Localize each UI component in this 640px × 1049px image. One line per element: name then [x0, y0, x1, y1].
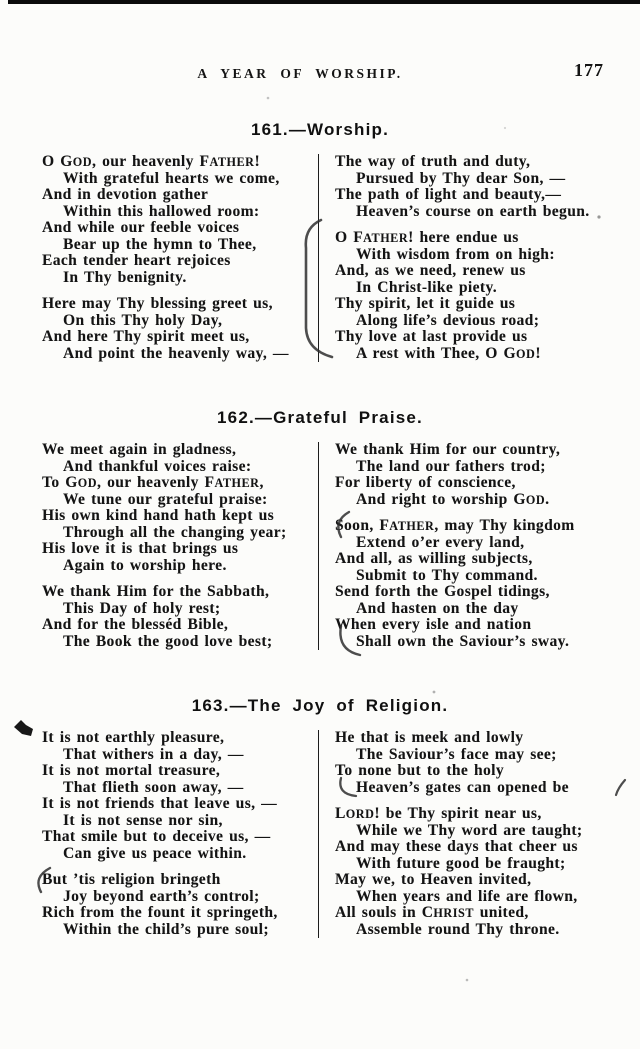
- hymn-title: 163.—The Joy of Religion.: [191, 696, 449, 715]
- hymn-line: The way of truth and duty,: [335, 153, 531, 170]
- stanza: [335, 154, 640, 220]
- hymn-line: Here may Thy blessing greet us,: [42, 295, 273, 312]
- running-header-title: A YEAR OF WORSHIP.: [197, 66, 403, 81]
- hymn-line: And point the heavenly way, —: [63, 344, 289, 362]
- hymn-line: Rich from the fount it springeth,: [42, 904, 278, 921]
- hymn-line: Within this hallowed room:: [63, 202, 260, 220]
- hymn-line: His own kind hand hath kept us: [42, 507, 275, 524]
- hymn-column-right: [319, 154, 640, 362]
- hymn-line: And in devotion gather: [42, 186, 209, 203]
- hymn-line: Extend o’er every land,: [356, 533, 525, 551]
- hymn-line: Each tender heart rejoices: [42, 252, 231, 269]
- hymn-line: The path of light and beauty,—: [335, 186, 562, 203]
- hymn-line: Shall own the Saviour’s sway.: [356, 632, 570, 650]
- hymn-line: And while our feeble voices: [42, 219, 240, 236]
- hymn-line: That smile but to deceive us, —: [42, 828, 271, 845]
- stanza: [42, 154, 318, 286]
- hymn-line: Submit to Thy command.: [356, 566, 538, 584]
- hymn-body: [0, 442, 640, 650]
- hymn-line: And right to worship GOD.: [356, 490, 550, 508]
- hymn-line: Assemble round Thy throne.: [356, 920, 560, 938]
- hymn-line: And, as we need, renew us: [335, 262, 526, 279]
- stanza: [42, 730, 318, 862]
- stanza: [42, 296, 318, 362]
- hymn-line: But ’tis religion bringeth: [42, 871, 221, 888]
- stanza: [42, 442, 318, 574]
- hymn-line: His love it is that brings us: [42, 540, 239, 557]
- hymn-line: When years and life are flown,: [356, 887, 578, 905]
- hymn-line: Heaven’s gates can opened be: [356, 778, 569, 796]
- running-header: [0, 0, 640, 90]
- stanza: [335, 806, 640, 938]
- hymn-line: To GOD, our heavenly FATHER,: [42, 474, 264, 491]
- hymn-line: And here Thy spirit meet us,: [42, 328, 250, 345]
- hymn-line: O GOD, our heavenly FATHER!: [42, 153, 261, 170]
- hymn-line: Again to worship here.: [63, 556, 227, 574]
- hymn-line: Within the child’s pure soul;: [63, 920, 269, 938]
- hymn-column-left: [0, 154, 318, 362]
- hymn-line: Soon, FATHER, may Thy kingdom: [335, 517, 575, 534]
- hymn-line: In Christ-like piety.: [356, 278, 498, 296]
- hymn-line: That withers in a day, —: [63, 745, 244, 763]
- hymn-line: On this Thy holy Day,: [63, 311, 223, 329]
- stanza: [335, 442, 640, 508]
- hymn-line: We thank Him for our country,: [335, 441, 561, 458]
- hymn-line: With wisdom from on high:: [356, 245, 555, 263]
- hymn-line: The Book the good love best;: [63, 632, 273, 650]
- hymn-line: To none but to the holy: [335, 762, 505, 779]
- hymn-title: 161.—Worship.: [250, 120, 390, 139]
- hymn-line: It is not mortal treasure,: [42, 762, 221, 779]
- hymn-line: Can give us peace within.: [63, 844, 247, 862]
- hymn-column-left: [0, 442, 318, 650]
- hymn-line: The land our fathers trod;: [356, 457, 546, 475]
- hymn-line: Pursued by Thy dear Son, —: [356, 169, 566, 187]
- page-number: 177: [574, 60, 604, 80]
- hymn-161: [0, 120, 640, 362]
- hymn-body: [0, 154, 640, 362]
- hymn-line: May we, to Heaven invited,: [335, 871, 532, 888]
- hymn-line: And hasten on the day: [356, 599, 519, 617]
- hymn-line: Send forth the Gospel tidings,: [335, 583, 550, 600]
- hymn-line: With future good be fraught;: [356, 854, 566, 872]
- hymn-line: Along life’s devious road;: [356, 311, 540, 329]
- hymn-title: 162.—Grateful Praise.: [217, 408, 423, 427]
- hymn-line: We meet again in gladness,: [42, 441, 237, 458]
- hymn-line: Thy spirit, let it guide us: [335, 295, 516, 312]
- hymn-line: A rest with Thee, O GOD!: [356, 344, 541, 362]
- hymn-line: We thank Him for the Sabbath,: [42, 583, 270, 600]
- hymn-line: Bear up the hymn to Thee,: [63, 235, 257, 253]
- hymn-line: O FATHER! here endue us: [335, 229, 519, 246]
- hymn-line: That flieth soon away, —: [63, 778, 244, 796]
- hymn-line: He that is meek and lowly: [335, 729, 524, 746]
- hymn-line: While we Thy word are taught;: [356, 821, 583, 839]
- hymn-line: Thy love at last provide us: [335, 328, 528, 345]
- hymn-line: And may these days that cheer us: [335, 838, 578, 855]
- stanza: [335, 230, 640, 362]
- hymn-line: The Saviour’s face may see;: [356, 745, 557, 763]
- hymn-body: [0, 730, 640, 938]
- hymns-container: [0, 120, 640, 938]
- scan-speck: [267, 97, 270, 100]
- hymn-column-left: [0, 730, 318, 938]
- hymn-line: Heaven’s course on earth begun.: [356, 202, 590, 220]
- hymn-line: Through all the changing year;: [63, 523, 287, 541]
- hymn-line: LORD! be Thy spirit near us,: [335, 805, 542, 822]
- hymn-line: It is not friends that leave us, —: [42, 795, 278, 812]
- hymn-163: [0, 696, 640, 938]
- hymn-line: And all, as willing subjects,: [335, 550, 533, 567]
- hymn-column-right: [319, 730, 640, 938]
- hymn-line: With grateful hearts we come,: [63, 169, 280, 187]
- hymn-line: This Day of holy rest;: [63, 599, 221, 617]
- stanza: [42, 584, 318, 650]
- hymn-column-right: [319, 442, 640, 650]
- stanza: [335, 518, 640, 650]
- hymn-line: In Thy benignity.: [63, 268, 187, 286]
- hymn-line: And thankful voices raise:: [63, 457, 252, 475]
- hymn-line: We tune our grateful praise:: [63, 490, 268, 508]
- hymn-line: It is not earthly pleasure,: [42, 729, 225, 746]
- hymn-line: When every isle and nation: [335, 616, 532, 633]
- scan-speck: [466, 979, 469, 982]
- hymn-162: [0, 408, 640, 650]
- stanza: [42, 872, 318, 938]
- hymn-line: Joy beyond earth’s control;: [63, 887, 260, 905]
- hymn-line: All souls in CHRIST united,: [335, 904, 529, 921]
- hymn-line: It is not sense nor sin,: [63, 811, 223, 829]
- stanza: [335, 730, 640, 796]
- hymn-line: And for the blesséd Bible,: [42, 616, 229, 633]
- hymn-line: For liberty of conscience,: [335, 474, 516, 491]
